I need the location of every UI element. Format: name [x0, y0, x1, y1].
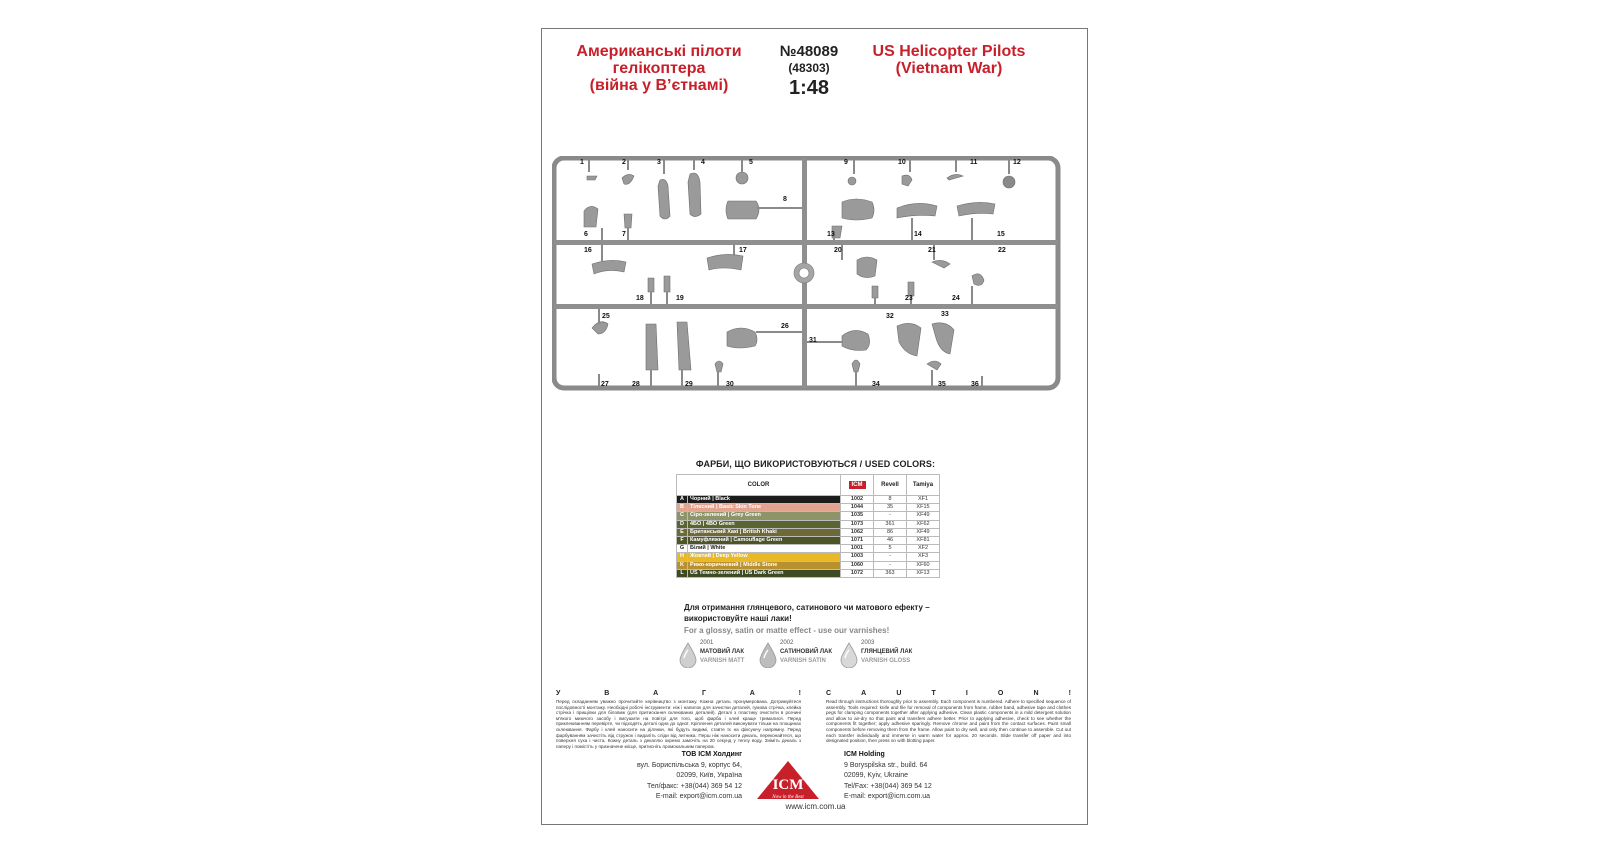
title-ua-line: Американські пілоти: [576, 43, 742, 60]
color-tamiya-code: XF3: [907, 553, 940, 561]
color-letter: H: [677, 553, 688, 561]
color-letter: E: [677, 528, 688, 536]
part-number-22: 22: [998, 247, 1006, 254]
part-number-30: 30: [726, 381, 734, 388]
varnish-code: 2003: [861, 640, 875, 646]
color-row: [677, 512, 940, 520]
website-link[interactable]: www.icm.com.ua: [785, 802, 846, 811]
logo-text: ICM: [772, 777, 804, 793]
kit-scale: 1:48: [788, 77, 830, 99]
color-icm-code: 1071: [841, 536, 874, 544]
part-number-18: 18: [636, 295, 644, 302]
varnish-name-ua: МАТОВИЙ ЛАК: [700, 649, 745, 655]
color-revell-code: -: [874, 512, 907, 520]
warning-heading-en: [826, 690, 1071, 697]
part-number-12: 12: [1013, 159, 1021, 166]
title-en-line: (Vietnam War): [895, 60, 1003, 77]
email-line: E-mail: export@icm.com.ua: [655, 793, 742, 800]
warning-letter: А: [653, 690, 659, 697]
company-address-en: [844, 750, 1024, 803]
color-icm-code: 1062: [841, 528, 874, 536]
part-number-3: 3: [657, 159, 661, 166]
warning-letter: В: [604, 690, 610, 697]
color-tamiya-code: XF1: [907, 496, 940, 504]
sprue-diagram: [552, 156, 1079, 436]
col-tamiya: Tamiya: [907, 475, 940, 496]
part-number-2: 2: [622, 159, 626, 166]
logo-tagline: Now in the Best: [772, 795, 804, 800]
warning-letter: U: [896, 690, 902, 697]
color-row: [677, 545, 940, 553]
color-icm-code: 1044: [841, 504, 874, 512]
part-number-34: 34: [872, 381, 880, 388]
part-number-14: 14: [914, 231, 922, 238]
color-revell-code: 361: [874, 520, 907, 528]
color-tamiya-code: XF62: [907, 520, 940, 528]
part-number-33: 33: [941, 311, 949, 318]
part-number-25: 25: [602, 313, 610, 320]
part-number-4: 4: [701, 159, 705, 166]
part-number-28: 28: [632, 381, 640, 388]
color-icm-code: 1060: [841, 561, 874, 569]
color-row: [677, 536, 940, 544]
color-tamiya-code: XF49: [907, 528, 940, 536]
varnish-drop-icon: [758, 642, 778, 668]
part-number-29: 29: [685, 381, 693, 388]
title-ua-line: (війна у В’єтнамі): [589, 77, 729, 94]
part-number-16: 16: [584, 247, 592, 254]
part-number-26: 26: [781, 323, 789, 330]
color-name: Білий | White: [688, 545, 841, 553]
title-ukrainian: [566, 43, 752, 94]
warning-heading-ua: [556, 690, 801, 697]
kit-alt-number: (48303): [788, 61, 830, 75]
company-name-en: ICM Holding: [844, 751, 885, 758]
color-name: Британський Хакі | British Khaki: [688, 528, 841, 536]
warning-letter: C: [826, 690, 832, 697]
part-number-21: 21: [928, 247, 936, 254]
warning-text-ua: Перед складанням уважно прочитайте керівництво з монтажу. Кожна деталь пронумерована. Дотримуйтеся послідовності монтажу. Необхідні робочі інструменти: ніж і напилок для зачистки деталей, гумова стрічка, клейка стрічка і прищіпки для біловиж (для притискання склеюваних деталей). Деталі з пластику очистити в розчині м'якого миючого засобу і висушити на повітрі для того, щоб фарба і клей краще трималися. Перед приклеюванням перевірте, чи підходять деталі одна до одної. Кріплення деталей виконувати тільки на площинах склеювання. Фарбу і клей наносити на ділянки, які будуть видимі, ставте їх на фіксуючу напрямну. Перед фарбуванням зачистіть від стружок і видаліть сліди від литника. Перш ніж наносити декаль, переконайтеся, що поверхня суха і чиста. Кожну деталь з декаллю окремо замочіть на 20 секунд у теплу воду. Зніміть декаль з паперу і помістіть у призначене місце, притисніть промокальним папером.: [556, 699, 801, 749]
part-number-24: 24: [952, 295, 960, 302]
color-letter: D: [677, 520, 688, 528]
part-number-23: 23: [905, 295, 913, 302]
color-revell-code: 5: [874, 545, 907, 553]
color-row: [677, 561, 940, 569]
color-name: Чорний | Black: [688, 496, 841, 504]
icm-badge: ICM: [849, 481, 866, 489]
color-revell-code: -: [874, 561, 907, 569]
varnish-name-en: VARNISH MATT: [700, 658, 745, 664]
color-icm-code: 1073: [841, 520, 874, 528]
color-row: [677, 496, 940, 504]
color-tamiya-code: XF60: [907, 561, 940, 569]
part-number-1: 1: [580, 159, 584, 166]
phone-line: Tel/Fax: +38(044) 369 54 12: [844, 782, 932, 790]
part-number-9: 9: [844, 159, 848, 166]
varnish-note-ua: Для отримання глянцевого, сатинового чи матового ефекту – використовуйте наші лаки!: [684, 603, 930, 623]
varnish-name-en: VARNISH GLOSS: [861, 658, 911, 664]
part-number-20: 20: [834, 247, 842, 254]
color-revell-code: 86: [874, 528, 907, 536]
color-name: 4БО | 4BO Green: [688, 520, 841, 528]
varnish-code: 2001: [700, 640, 714, 646]
varnish-name-en: VARNISH SATIN: [780, 658, 826, 664]
address-line: вул. Бориспільська 9, корпус 64,: [636, 761, 742, 769]
color-letter: G: [677, 545, 688, 553]
col-color: COLOR: [677, 475, 841, 496]
color-row: [677, 569, 940, 577]
company-name-ua: ТОВ ICM Холдинг: [681, 751, 742, 758]
color-tamiya-code: XF49: [907, 512, 940, 520]
color-name: Сіро-зелений | Grey Green: [688, 512, 841, 520]
address-line: 02099, Київ, Україна: [676, 772, 742, 779]
color-name: Рижо-коричневий | Middle Stone: [688, 561, 841, 569]
instruction-sheet: [541, 28, 1088, 825]
part-number-32: 32: [886, 313, 894, 320]
color-table-header: [677, 475, 940, 496]
part-number-8: 8: [783, 196, 787, 203]
varnish-satin: [758, 640, 838, 668]
varnish-name-ua: САТИНОВИЙ ЛАК: [780, 649, 833, 655]
varnish-gloss: [839, 640, 919, 668]
varnish-name-ua: ГЛЯНЦЕВИЙ ЛАК: [861, 649, 913, 655]
color-revell-code: 46: [874, 536, 907, 544]
warning-text-en: Read through instructions thoroughly prior to assembly. Each component is numbered. Adhere to specified sequence of assembly. Tools required: knife and file for removal of components from frame, rubber band, adhesive tape and clothes pegs for clamping components together after applying adhesive. Clean plastic components in a mild detergent solution and allow to air-dry so that paint and transfers adhere better. Prior to applying adhesive, check to see whether the components fit together; apply adhesive sparingly. Remove chrome and paint from the contact surfaces. Paint small components before removing them from the frame. Allow paint to dry well, and only then continue to assemble. Cut out each transfer individually and immerse in warm water for approx. 20 seconds. Slide transfer off paper and into designated position, then press on with blotting paper.: [826, 699, 1071, 744]
varnish-drop-icon: [839, 642, 859, 668]
col-icm: [841, 475, 874, 496]
part-number-19: 19: [676, 295, 684, 302]
color-tamiya-code: XF81: [907, 536, 940, 544]
part-number-10: 10: [898, 159, 906, 166]
kit-number: №48089: [779, 43, 839, 60]
warning-letter: A: [861, 690, 867, 697]
part-number-27: 27: [601, 381, 609, 388]
color-letter: L: [677, 569, 688, 577]
color-icm-code: 1072: [841, 569, 874, 577]
color-letter: K: [677, 561, 688, 569]
color-row: [677, 553, 940, 561]
colors-heading: ФАРБИ, ЩО ВИКОРИСТОВУЮТЬСЯ / USED COLORS:: [695, 459, 936, 469]
part-number-36: 36: [971, 381, 979, 388]
color-table: [676, 474, 940, 578]
part-number-15: 15: [997, 231, 1005, 238]
color-revell-code: 363: [874, 569, 907, 577]
kit-code-block: [754, 43, 864, 100]
color-letter: A: [677, 496, 688, 504]
color-row: [677, 528, 940, 536]
phone-line: Тел/факс: +38(044) 369 54 12: [646, 782, 742, 790]
part-number-5: 5: [749, 159, 753, 166]
warning-letter: O: [997, 690, 1004, 697]
icm-logo: [753, 759, 823, 803]
color-row: [677, 520, 940, 528]
part-number-13: 13: [827, 231, 835, 238]
color-name: US Темно-зелений | US Dark Green: [688, 569, 841, 577]
color-name: Жовтий | Deep Yellow: [688, 553, 841, 561]
color-revell-code: 35: [874, 504, 907, 512]
address-line: 9 Boryspilska str., build. 64: [844, 761, 928, 769]
color-letter: F: [677, 536, 688, 544]
color-tamiya-code: XF15: [907, 504, 940, 512]
varnish-matt: [678, 640, 758, 668]
title-ua-line: гелікоптера: [612, 60, 706, 77]
warning-letter: T: [931, 690, 936, 697]
part-number-35: 35: [938, 381, 946, 388]
warning-letter: !: [798, 690, 801, 697]
color-tamiya-code: XF13: [907, 569, 940, 577]
color-letter: C: [677, 512, 688, 520]
address-line: 02099, Kyiv, Ukraine: [844, 772, 909, 779]
warning-letter: У: [556, 690, 561, 697]
part-number-7: 7: [622, 231, 626, 238]
warning-letter: I: [965, 690, 968, 697]
warning-letter: N: [1033, 690, 1039, 697]
color-name: Камуфляжний | Camouflage Green: [688, 536, 841, 544]
color-revell-code: 8: [874, 496, 907, 504]
color-icm-code: 1001: [841, 545, 874, 553]
col-revell: Revell: [874, 475, 907, 496]
email-line: E-mail: export@icm.com.ua: [844, 793, 931, 800]
part-number-11: 11: [970, 159, 978, 166]
color-icm-code: 1035: [841, 512, 874, 520]
color-tamiya-code: XF2: [907, 545, 940, 553]
color-name: Тілесний | Basic Skin Tone: [688, 504, 841, 512]
warning-letter: Г: [701, 690, 706, 697]
color-icm-code: 1003: [841, 553, 874, 561]
part-number-17: 17: [739, 247, 747, 254]
color-row: [677, 504, 940, 512]
warning-letter: А: [749, 690, 755, 697]
color-revell-code: -: [874, 553, 907, 561]
warning-letter: !: [1068, 690, 1071, 697]
color-icm-code: 1002: [841, 496, 874, 504]
part-number-31: 31: [809, 337, 817, 344]
title-english: [864, 43, 1034, 77]
varnish-code: 2002: [780, 640, 794, 646]
company-address-ua: [562, 750, 742, 803]
varnish-drop-icon: [678, 642, 698, 668]
color-letter: B: [677, 504, 688, 512]
part-number-6: 6: [584, 231, 588, 238]
title-en-line: US Helicopter Pilots: [872, 43, 1026, 60]
varnish-note-en: For a glossy, satin or matte effect - use our varnishes!: [684, 626, 890, 635]
